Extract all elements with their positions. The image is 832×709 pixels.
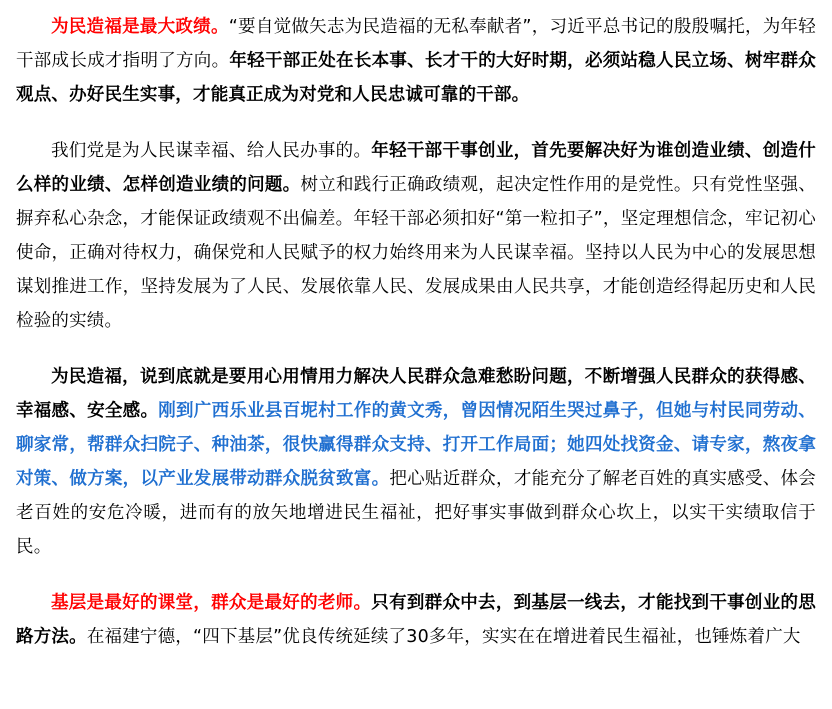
text-run-plain: 我们党是为人民谋幸福、给人民办事的。 bbox=[51, 141, 372, 161]
text-run-highlight-blue: 刚到广西乐业县百坭村工作的黄文秀，曾因情况陌生哭过鼻子，但她与村民同劳动、聊家常，帮群众扫院子、种油茶，很快赢得群众支持、打开工作局面；她四处找资金、请专家，熬夜拿对策、做方案，以产业发展带动群众脱贫致富。 bbox=[16, 401, 816, 489]
text-run-bold: 年轻干部干事创业，首先要解决好为谁创造业绩、创造什么样的业绩、怎样创造业绩的问题。 bbox=[16, 141, 817, 195]
text-run-highlight-red: 为民造福是最大政绩。 bbox=[51, 17, 229, 37]
paragraph bbox=[16, 134, 816, 338]
text-run-bold: 只有到群众中去，到基层一线去，才能找到干事创业的思路方法。 bbox=[16, 593, 817, 647]
text-run-plain: 在福建宁德，“四下基层”优良传统延续了30多年，实实在在增进着民生福祉，也锤炼着广大 bbox=[86, 627, 801, 647]
paragraph bbox=[16, 360, 816, 564]
paragraph bbox=[16, 586, 816, 654]
text-run-bold: 为民造福，说到底就是要用心用情用力解决人民群众急难愁盼问题，不断增强人民群众的获得感、幸福感、安全感。 bbox=[16, 367, 816, 421]
text-run-bold: 年轻干部正处在长本事、长才干的大好时期，必须站稳人民立场、树牢群众观点、办好民生实事，才能真正成为对党和人民忠诚可靠的干部。 bbox=[16, 51, 816, 105]
text-run-plain: “要自觉做矢志为民造福的无私奉献者”，习近平总书记的殷殷嘱托，为年轻干部成长成才指明了方向。 bbox=[16, 17, 816, 71]
text-run-highlight-red: 基层是最好的课堂，群众是最好的老师。 bbox=[51, 593, 372, 613]
text-run-plain: 树立和践行正确政绩观，起决定性作用的是党性。只有党性坚强、摒弃私心杂念，才能保证政绩观不出偏差。年轻干部必须扣好“第一粒扣子”，坚定理想信念，牢记初心使命，正确对待权力，确保党和人民赋予的权力始终用来为人民谋幸福。坚持以人民为中心的发展思想谋划推进工作，坚持发展为了人民、发展依靠人民、发展成果由人民共享，才能创造经得起历史和人民检验的实绩。 bbox=[16, 175, 816, 331]
paragraph bbox=[16, 10, 816, 112]
text-run-plain: 把心贴近群众，才能充分了解老百姓的真实感受、体会老百姓的安危冷暖，进而有的放矢地增进民生福祉，把好事实事做到群众心坎上，以实干实绩取信于民。 bbox=[16, 469, 816, 557]
